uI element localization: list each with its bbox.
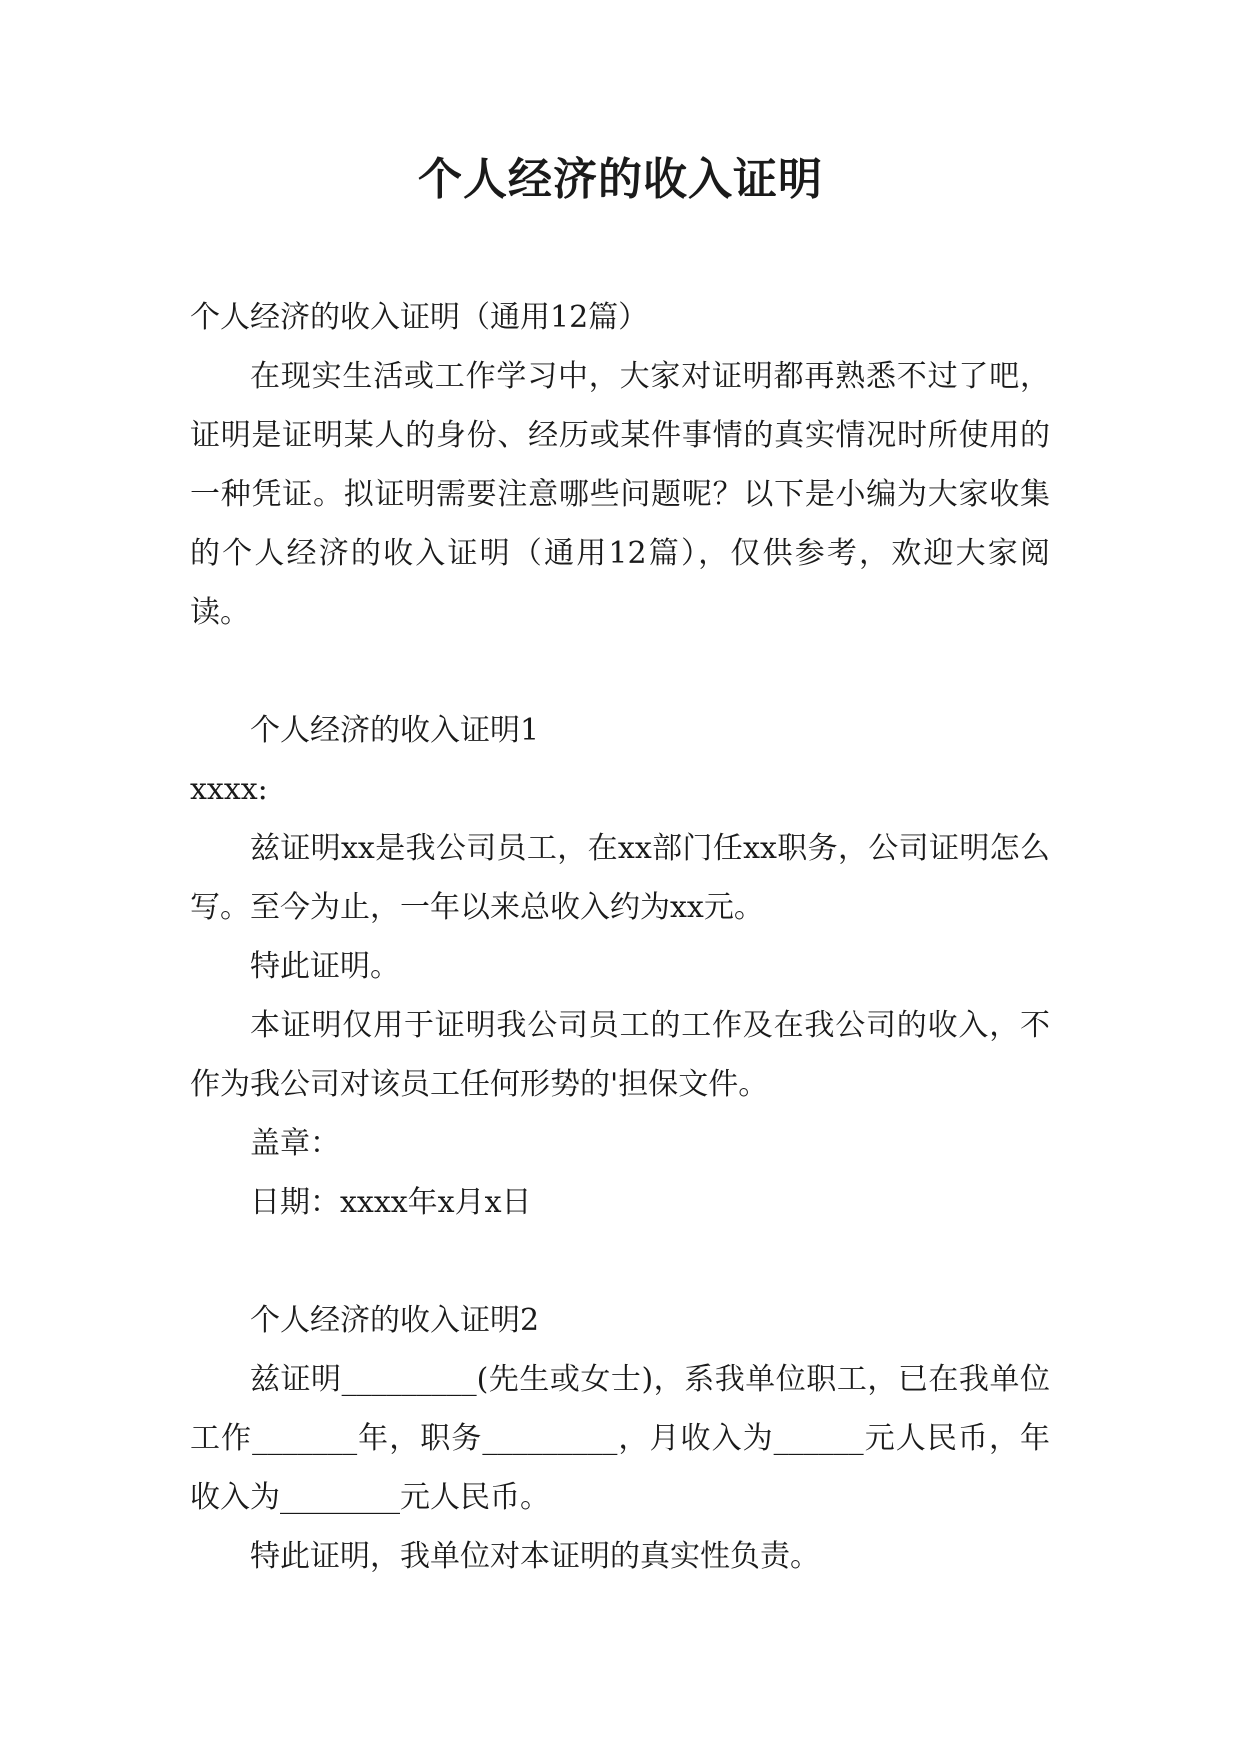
section-2-body-2: 特此证明，我单位对本证明的真实性负责。 [250, 1539, 820, 1574]
section-spacer [190, 1232, 1050, 1291]
section-1-salutation: xxxx: [190, 772, 268, 807]
section-spacer [190, 642, 1050, 701]
document-subtitle: 个人经济的收入证明（通用12篇） [190, 300, 649, 335]
section-1-heading: 个人经济的收入证明1 [250, 713, 540, 748]
section-1-seal: 盖章： [250, 1126, 340, 1161]
section-1-date: 日期：xxxx年x月x日 [250, 1185, 532, 1220]
document-title: 个人经济的收入证明 [418, 154, 823, 205]
intro-paragraph: 在现实生活或工作学习中，大家对证明都再熟悉不过了吧，证明是证明某人的身份、经历或某件事情的真实情况时所使用的一种凭证。拟证明需要注意哪些问题呢？以下是小编为大家收集的个人经济的收入证明（通用12篇），仅供参考，欢迎大家阅读。 [190, 359, 1050, 630]
section-2-heading: 个人经济的收入证明2 [250, 1303, 540, 1338]
document-body [190, 288, 1050, 1586]
section-2-body-1: 兹证明_________(先生或女士)，系我单位职工，已在我单位工作_______年，职务_________，月收入为______元人民币，年收入为________元人民币。 [190, 1362, 1050, 1515]
section-1-body-3: 本证明仅用于证明我公司员工的工作及在我公司的收入，不作为我公司对该员工任何形势的'担保文件。 [190, 1008, 1050, 1102]
section-1-body-2: 特此证明。 [250, 949, 400, 984]
section-1-body-1: 兹证明xx是我公司员工，在xx部门任xx职务，公司证明怎么写。至今为止，一年以来总收入约为xx元。 [190, 831, 1050, 925]
